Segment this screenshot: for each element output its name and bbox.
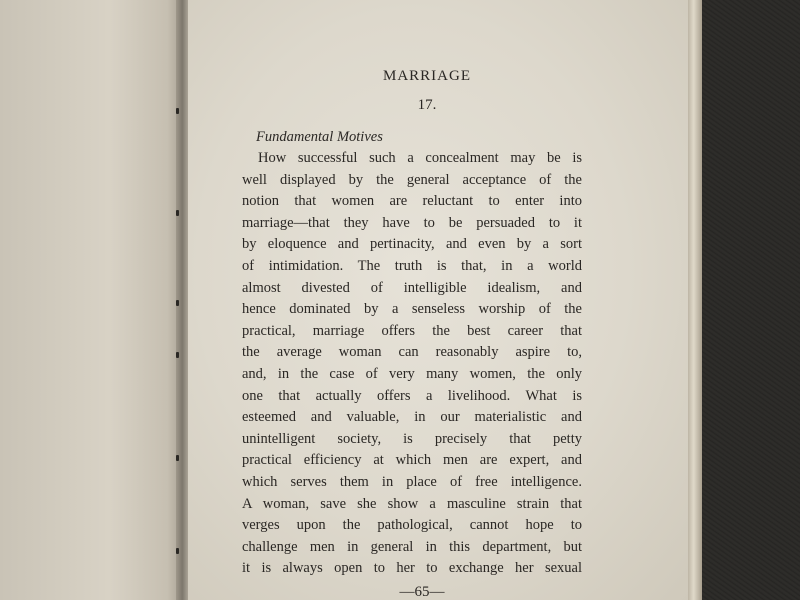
text-line: of intimidation. The truth is that, in a world: [242, 257, 582, 274]
binding-thread: [176, 210, 179, 216]
text-line: one that actually offers a livelihood. What is: [242, 387, 582, 404]
text-line: it is always open to her to exchange her sexual: [242, 560, 582, 577]
text-line: esteemed and valuable, in our materialistic and: [242, 409, 582, 426]
text-line: challenge men in general in this department, but: [242, 538, 582, 555]
text-line: which serves them in place of free intelligence.: [242, 473, 582, 490]
section-number: 17.: [417, 97, 437, 113]
book-cover: [702, 0, 800, 600]
text-line: hence dominated by a senseless worship of the: [242, 301, 582, 318]
binding-thread: [176, 352, 179, 358]
text-line: practical efficiency at which men are expert, and: [242, 452, 582, 469]
text-line: marriage—that they have to be persuaded to it: [242, 214, 582, 231]
page-edge: [688, 0, 702, 600]
text-line: well displayed by the general acceptance of the: [242, 171, 582, 188]
text-line: practical, marriage offers the best career that: [242, 322, 582, 339]
section-title: Fundamental Motives: [256, 129, 383, 145]
text-line: How successful such a concealment may be is: [258, 150, 582, 166]
text-line: by eloquence and pertinacity, and even by a sort: [242, 236, 582, 253]
page-number: —65—: [399, 583, 445, 600]
left-page: [0, 0, 182, 600]
text-line: almost divested of intelligible idealism, and: [242, 279, 582, 296]
text-line: A woman, save she show a masculine strain that: [242, 495, 582, 512]
page-text: [242, 60, 582, 600]
text-line: notion that women are reluctant to enter into: [242, 193, 582, 210]
binding-thread: [176, 108, 179, 114]
body-paragraph: [242, 148, 582, 580]
running-head: MARRIAGE: [382, 68, 471, 84]
binding-thread: [176, 300, 179, 306]
text-line: and, in the case of very many women, the only: [242, 365, 582, 382]
text-line: the average woman can reasonably aspire to,: [242, 344, 582, 361]
text-line: verges upon the pathological, cannot hope to: [242, 517, 582, 534]
binding-thread: [176, 455, 179, 461]
binding-thread: [176, 548, 179, 554]
text-line: unintelligent society, is precisely that petty: [242, 430, 582, 447]
